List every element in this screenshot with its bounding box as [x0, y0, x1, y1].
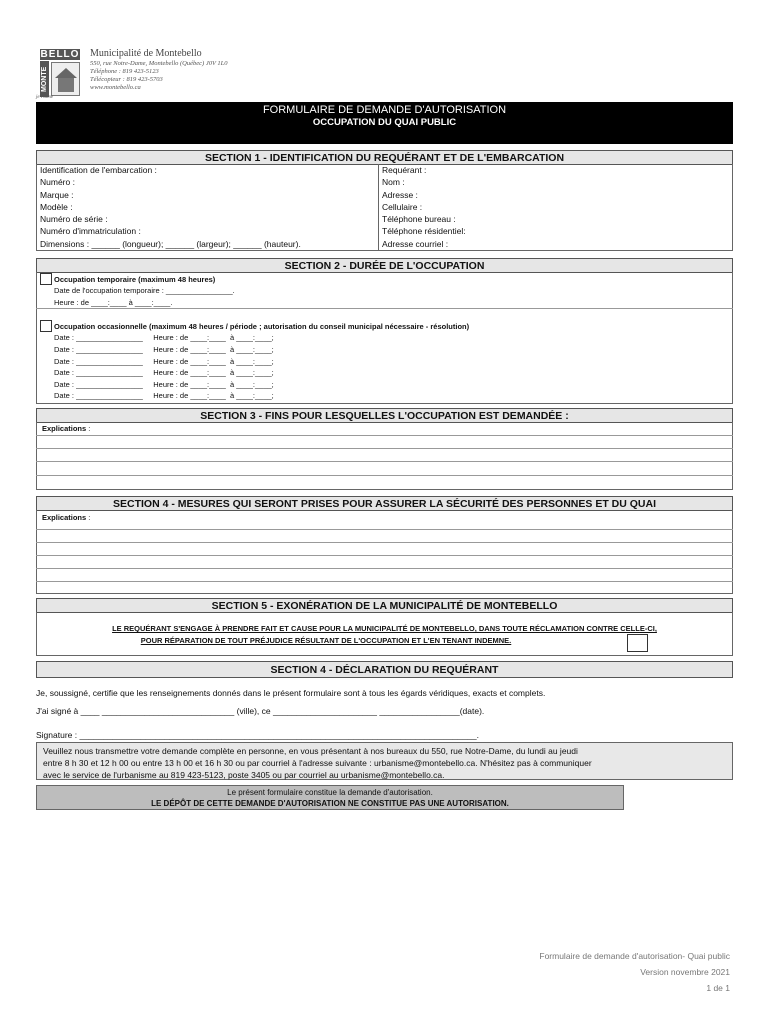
section1-row: [37, 201, 732, 213]
certification-statement: Je, soussigné, certifie que les renseignements donnés dans le présent formulaire sont à tous les égards véridiques, exacts et complets.: [36, 688, 546, 698]
footer-version: Version novembre 2021: [640, 967, 730, 977]
website-line: www.montebello.ca: [90, 84, 141, 91]
section1-row: [37, 213, 732, 225]
temporary-hours-field: Heure : de ____:____ à ____:____.: [54, 298, 173, 307]
section1-row: [37, 164, 732, 176]
section4-writing-line[interactable]: [36, 530, 733, 543]
form-title: FORMULAIRE DE DEMANDE D'AUTORISATION: [262, 104, 507, 116]
fax-line: Télécopieur : 819 423-5703: [90, 76, 163, 83]
section4-writing-line[interactable]: [36, 510, 733, 530]
applicant-field-label: Téléphone bureau :: [382, 214, 456, 225]
section1-row: [37, 238, 732, 250]
authorization-disclaimer: [36, 785, 624, 810]
section1-row: [37, 189, 732, 201]
section4-security-heading: SECTION 4 - MESURES QUI SERONT PRISES POUR ASSURER LA SÉCURITÉ DES PERSONNES ET DU QUAI: [36, 496, 733, 511]
section3-writing-line[interactable]: [36, 462, 733, 476]
temporary-occupation-label: Occupation temporaire (maximum 48 heures): [54, 275, 216, 284]
exoneration-checkbox[interactable]: [627, 634, 648, 652]
signature-field[interactable]: Signature : ____________________________________________________________________________________.: [36, 730, 479, 740]
logo-text-bello: BELLO: [40, 49, 80, 60]
explanations-text: Explications: [42, 513, 87, 522]
section4-writing-line[interactable]: [36, 556, 733, 569]
occasional-date-row: Date : ________________ Heure : de ____:____ à ____:____;: [54, 333, 274, 342]
boat-dimensions-label: Dimensions : ______ (longueur); ______ (largeur); ______ (hauteur).: [37, 238, 379, 250]
section1-row: [37, 225, 732, 237]
section3-writing-line[interactable]: [36, 422, 733, 436]
section1-row: [37, 176, 732, 188]
instructions-line: avec le service de l'urbanisme au 819 423-5123, poste 3405 ou par courriel au urbanisme@montebello.ca.: [43, 770, 445, 780]
explanations-text: Explications: [42, 424, 87, 433]
exoneration-text-line1: LE REQUÉRANT S'ENGAGE À PRENDRE FAIT ET CAUSE POUR LA MUNICIPALITÉ DE MONTEBELLO, DANS TOUTE RÉCLAMATION CONTRE CELLE-CI,: [112, 624, 657, 633]
section1-table: [36, 164, 733, 251]
phone-line: Téléphone : 819 423-5123: [90, 68, 159, 75]
boat-field-label: Numéro d'immatriculation :: [37, 225, 379, 237]
municipality-name: Municipalité de Montebello: [90, 48, 202, 59]
instructions-line: Veuillez nous transmettre votre demande complète en personne, en vous présentant à nos bureaux du 550, rue Notre-Dame, du lundi au jeudi: [43, 746, 578, 756]
address-line: 550, rue Notre-Dame, Montebello (Québec) J0V 1L0: [90, 60, 228, 67]
footer-page-number: 1 de 1: [706, 983, 730, 993]
occasional-date-row: Date : ________________ Heure : de ____:____ à ____:____;: [54, 357, 274, 366]
applicant-field-label: Requérant :: [382, 165, 427, 175]
divider: [36, 308, 733, 309]
section4-writing-line[interactable]: [36, 543, 733, 556]
municipality-address: [90, 60, 228, 92]
occasional-date-row: Date : ________________ Heure : de ____:____ à ____:____;: [54, 391, 274, 400]
boat-field-label: Numéro :: [37, 176, 379, 188]
instructions-line: entre 8 h 30 et 12 h 00 ou entre 13 h 00 et 16 h 30 ou par courriel à l'adresse suivante : urbanisme@montebello.ca. N'hésitez pas à communiquer: [43, 758, 592, 768]
footer-form-name: Formulaire de demande d'autorisation- Quai public: [539, 951, 730, 961]
declaration-heading: SECTION 4 - DÉCLARATION DU REQUÉRANT: [36, 661, 733, 678]
boat-field-label: Identification de l'embarcation :: [37, 164, 379, 176]
applicant-field-label: Cellulaire :: [382, 201, 423, 212]
label-colon: :: [86, 424, 91, 433]
occasional-date-row: Date : ________________ Heure : de ____:____ à ____:____;: [54, 368, 274, 377]
boat-field-label: Marque :: [37, 189, 379, 201]
section3-writing-line[interactable]: [36, 449, 733, 462]
occasional-date-row: Date : ________________ Heure : de ____:____ à ____:____;: [54, 345, 274, 354]
applicant-field-label: Nom :: [382, 177, 405, 188]
section2-heading: SECTION 2 - DURÉE DE L'OCCUPATION: [36, 258, 733, 273]
house-icon: [51, 62, 80, 96]
occasional-occupation-label: Occupation occasionnelle (maximum 48 heures / période ; autorisation du conseil municipal nécessaire - résolution): [54, 322, 470, 331]
boat-field-label: Numéro de série :: [37, 213, 379, 225]
form-subtitle: OCCUPATION DU QUAI PUBLIC: [312, 117, 457, 128]
applicant-field-label: Adresse :: [382, 189, 418, 200]
section3-heading: SECTION 3 - FINS POUR LESQUELLES L'OCCUPATION EST DEMANDÉE :: [36, 408, 733, 423]
section4-writing-line[interactable]: [36, 569, 733, 582]
occasional-date-row: Date : ________________ Heure : de ____:____ à ____:____;: [54, 380, 274, 389]
boat-field-label: Modèle :: [37, 201, 379, 213]
logo-text-monte: MONTE: [40, 61, 49, 97]
section5-heading: SECTION 5 - EXONÉRATION DE LA MUNICIPALITÉ DE MONTEBELLO: [36, 598, 733, 613]
logo-tagline: je t'aime: [36, 95, 54, 100]
section1-heading: SECTION 1 - IDENTIFICATION DU REQUÉRANT ET DE L'EMBARCATION: [36, 150, 733, 165]
disclaimer-line: Le présent formulaire constitue la demande d'autorisation.: [227, 788, 433, 797]
municipal-logo: [36, 49, 82, 99]
disclaimer-bold-line: LE DÉPÔT DE CETTE DEMANDE D'AUTORISATION NE CONSTITUE PAS UNE AUTORISATION.: [151, 799, 509, 808]
form-title-band: [36, 102, 733, 144]
label-colon: :: [86, 513, 91, 522]
signed-place-date-field[interactable]: J'ai signé à ____ ____________________________ (ville), ce ______________________ _________________(date).: [36, 706, 485, 716]
applicant-field-label: Adresse courriel :: [382, 238, 449, 249]
section3-writing-line[interactable]: [36, 436, 733, 449]
occasional-occupation-checkbox[interactable]: [40, 320, 52, 332]
temporary-date-field: Date de l'occupation temporaire : ________________.: [54, 286, 235, 295]
submission-instructions: [36, 742, 733, 780]
applicant-field-label: Téléphone résidentiel:: [382, 226, 466, 237]
exoneration-text-line2: POUR RÉPARATION DE TOUT PRÉJUDICE RÉSULTANT DE L'OCCUPATION ET L'EN TENANT INDEMNE.: [140, 636, 512, 645]
temporary-occupation-checkbox[interactable]: [40, 273, 52, 285]
